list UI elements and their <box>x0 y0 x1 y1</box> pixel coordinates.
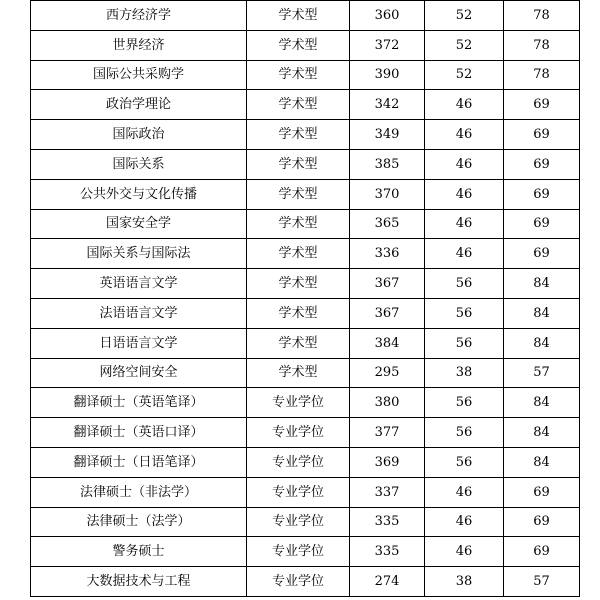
degree-type-cell: 学术型 <box>247 358 350 388</box>
single-subject-100-cell: 46 <box>425 239 504 269</box>
total-score-cell: 384 <box>350 328 425 358</box>
total-score-cell: 377 <box>350 418 425 448</box>
total-score-cell: 335 <box>350 537 425 567</box>
degree-type-cell: 学术型 <box>247 90 350 120</box>
single-subject-100-cell: 56 <box>425 447 504 477</box>
single-subject-over-100-cell: 69 <box>504 209 580 239</box>
total-score-cell: 369 <box>350 447 425 477</box>
total-score-cell: 372 <box>350 30 425 60</box>
single-subject-100-cell: 46 <box>425 179 504 209</box>
table-row <box>31 209 580 239</box>
single-subject-100-cell: 56 <box>425 418 504 448</box>
major-cell: 世界经济 <box>31 30 247 60</box>
single-subject-100-cell: 56 <box>425 328 504 358</box>
major-cell: 翻译硕士（英语口译） <box>31 418 247 448</box>
score-table-body <box>31 1 580 597</box>
single-subject-100-cell: 46 <box>425 477 504 507</box>
degree-type-cell: 专业学位 <box>247 447 350 477</box>
single-subject-over-100-cell: 69 <box>504 477 580 507</box>
degree-type-cell: 专业学位 <box>247 537 350 567</box>
single-subject-over-100-cell: 84 <box>504 447 580 477</box>
total-score-cell: 337 <box>350 477 425 507</box>
major-cell: 政治学理论 <box>31 90 247 120</box>
total-score-cell: 365 <box>350 209 425 239</box>
single-subject-100-cell: 56 <box>425 298 504 328</box>
degree-type-cell: 学术型 <box>247 60 350 90</box>
major-cell: 英语语言文学 <box>31 269 247 299</box>
single-subject-over-100-cell: 57 <box>504 358 580 388</box>
major-cell: 国际关系 <box>31 149 247 179</box>
major-cell: 国际公共采购学 <box>31 60 247 90</box>
degree-type-cell: 学术型 <box>247 269 350 299</box>
single-subject-100-cell: 52 <box>425 1 504 31</box>
score-table <box>30 0 580 597</box>
total-score-cell: 274 <box>350 567 425 597</box>
single-subject-100-cell: 38 <box>425 567 504 597</box>
total-score-cell: 370 <box>350 179 425 209</box>
single-subject-over-100-cell: 69 <box>504 120 580 150</box>
single-subject-100-cell: 46 <box>425 90 504 120</box>
single-subject-over-100-cell: 78 <box>504 30 580 60</box>
total-score-cell: 349 <box>350 120 425 150</box>
degree-type-cell: 专业学位 <box>247 567 350 597</box>
total-score-cell: 367 <box>350 269 425 299</box>
major-cell: 公共外交与文化传播 <box>31 179 247 209</box>
degree-type-cell: 专业学位 <box>247 418 350 448</box>
major-cell: 大数据技术与工程 <box>31 567 247 597</box>
table-row <box>31 447 580 477</box>
table-row <box>31 567 580 597</box>
degree-type-cell: 学术型 <box>247 179 350 209</box>
major-cell: 西方经济学 <box>31 1 247 31</box>
major-cell: 国际关系与国际法 <box>31 239 247 269</box>
table-row <box>31 269 580 299</box>
total-score-cell: 390 <box>350 60 425 90</box>
single-subject-100-cell: 52 <box>425 30 504 60</box>
single-subject-over-100-cell: 69 <box>504 239 580 269</box>
degree-type-cell: 学术型 <box>247 298 350 328</box>
single-subject-100-cell: 46 <box>425 537 504 567</box>
degree-type-cell: 专业学位 <box>247 477 350 507</box>
single-subject-over-100-cell: 69 <box>504 90 580 120</box>
total-score-cell: 295 <box>350 358 425 388</box>
total-score-cell: 360 <box>350 1 425 31</box>
single-subject-over-100-cell: 84 <box>504 269 580 299</box>
degree-type-cell: 学术型 <box>247 328 350 358</box>
single-subject-100-cell: 56 <box>425 269 504 299</box>
table-row <box>31 90 580 120</box>
major-cell: 网络空间安全 <box>31 358 247 388</box>
degree-type-cell: 学术型 <box>247 30 350 60</box>
table-row <box>31 239 580 269</box>
table-row <box>31 120 580 150</box>
table-row <box>31 477 580 507</box>
single-subject-100-cell: 38 <box>425 358 504 388</box>
major-cell: 法律硕士（非法学） <box>31 477 247 507</box>
single-subject-over-100-cell: 78 <box>504 60 580 90</box>
degree-type-cell: 学术型 <box>247 1 350 31</box>
major-cell: 国家安全学 <box>31 209 247 239</box>
major-cell: 国际政治 <box>31 120 247 150</box>
major-cell: 警务硕士 <box>31 537 247 567</box>
table-row <box>31 507 580 537</box>
degree-type-cell: 专业学位 <box>247 388 350 418</box>
single-subject-over-100-cell: 69 <box>504 149 580 179</box>
single-subject-over-100-cell: 84 <box>504 328 580 358</box>
total-score-cell: 342 <box>350 90 425 120</box>
single-subject-100-cell: 46 <box>425 120 504 150</box>
table-row <box>31 328 580 358</box>
major-cell: 翻译硕士（日语笔译） <box>31 447 247 477</box>
single-subject-over-100-cell: 69 <box>504 507 580 537</box>
single-subject-100-cell: 52 <box>425 60 504 90</box>
table-row <box>31 30 580 60</box>
single-subject-over-100-cell: 78 <box>504 1 580 31</box>
single-subject-100-cell: 46 <box>425 149 504 179</box>
single-subject-over-100-cell: 69 <box>504 537 580 567</box>
single-subject-100-cell: 46 <box>425 209 504 239</box>
table-row <box>31 388 580 418</box>
table-row <box>31 298 580 328</box>
total-score-cell: 336 <box>350 239 425 269</box>
single-subject-over-100-cell: 84 <box>504 298 580 328</box>
single-subject-over-100-cell: 84 <box>504 418 580 448</box>
degree-type-cell: 专业学位 <box>247 507 350 537</box>
major-cell: 法律硕士（法学） <box>31 507 247 537</box>
single-subject-100-cell: 56 <box>425 388 504 418</box>
degree-type-cell: 学术型 <box>247 149 350 179</box>
table-row <box>31 358 580 388</box>
total-score-cell: 380 <box>350 388 425 418</box>
single-subject-100-cell: 46 <box>425 507 504 537</box>
degree-type-cell: 学术型 <box>247 209 350 239</box>
single-subject-over-100-cell: 69 <box>504 179 580 209</box>
major-cell: 翻译硕士（英语笔译） <box>31 388 247 418</box>
total-score-cell: 335 <box>350 507 425 537</box>
major-cell: 法语语言文学 <box>31 298 247 328</box>
table-row <box>31 1 580 31</box>
table-row <box>31 60 580 90</box>
table-row <box>31 418 580 448</box>
single-subject-over-100-cell: 84 <box>504 388 580 418</box>
total-score-cell: 367 <box>350 298 425 328</box>
total-score-cell: 385 <box>350 149 425 179</box>
degree-type-cell: 学术型 <box>247 239 350 269</box>
major-cell: 日语语言文学 <box>31 328 247 358</box>
single-subject-over-100-cell: 57 <box>504 567 580 597</box>
degree-type-cell: 学术型 <box>247 120 350 150</box>
table-row <box>31 179 580 209</box>
table-row <box>31 537 580 567</box>
score-table-container <box>30 0 579 597</box>
table-row <box>31 149 580 179</box>
